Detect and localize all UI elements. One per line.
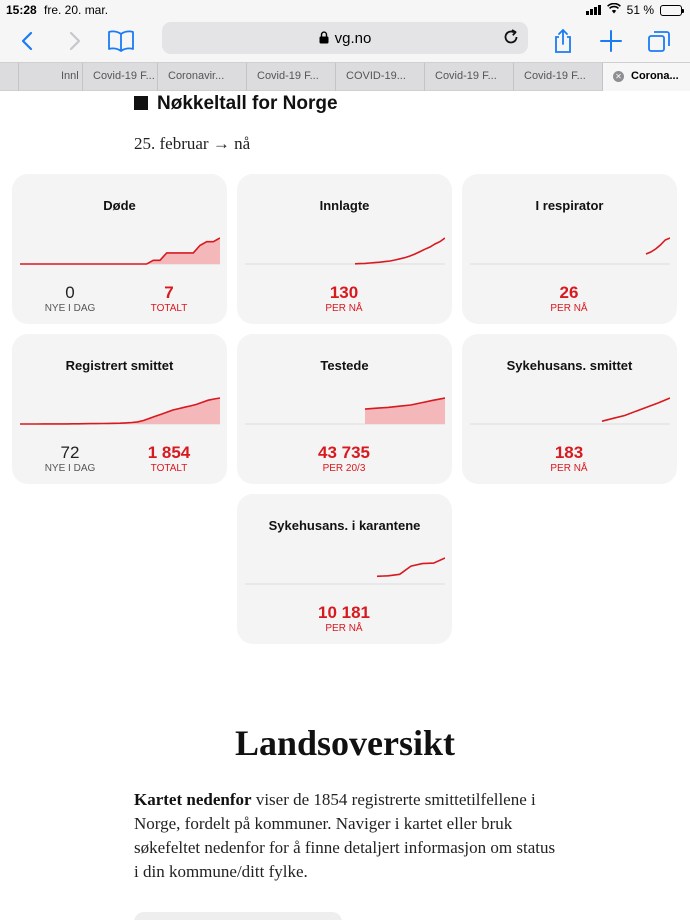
card-title: Testede (320, 358, 369, 373)
sparkline-testede (245, 390, 445, 430)
address-bar[interactable] (162, 22, 528, 54)
status-bar (0, 0, 690, 20)
tab-bar (0, 62, 690, 91)
card-title: Døde (103, 198, 136, 213)
tab-7[interactable]: Covid-19 F... (513, 63, 602, 91)
forward-icon[interactable] (60, 26, 90, 56)
status-time: 15:28 (6, 3, 37, 17)
battery-icon (660, 5, 682, 16)
sparkline-karantene (245, 550, 445, 590)
browser-toolbar (0, 20, 690, 62)
tab-2[interactable]: Covid-19 F... (82, 63, 157, 91)
reload-icon[interactable] (502, 28, 520, 51)
battery-percent: 51 % (626, 3, 654, 17)
lock-icon (319, 31, 329, 48)
card-respirator (462, 174, 677, 324)
search-field-partial[interactable] (134, 912, 342, 920)
tab-3[interactable]: Coronavir... (157, 63, 246, 91)
sparkline-line (377, 558, 445, 576)
card-sykehusans-smittet (462, 334, 677, 484)
signal-icon (586, 5, 601, 15)
tab-6[interactable]: Covid-19 F... (424, 63, 513, 91)
card-title: Innlagte (319, 198, 370, 213)
stat-current: 10 181 PER NÅ (318, 603, 370, 634)
share-icon[interactable] (548, 26, 578, 56)
tab-active[interactable]: ✕ Corona... (602, 63, 690, 91)
section-title: Nøkkeltall for Norge (134, 93, 338, 115)
stat-current: 43 735 PER 20/3 (318, 443, 370, 474)
sparkline-area (365, 398, 445, 424)
card-title: Sykehusans. smittet (506, 358, 633, 373)
tab-1[interactable]: Innl (18, 63, 82, 91)
paragraph-text: viser de 1854 registrerte smittetilfellene i Norge, fordelt på kommuner. Naviger i kartet eller bruk søkefeltet nedenfor for å finne detaljert informasjon om status i din kommune/ditt fylke. (134, 790, 556, 881)
paragraph-lead: Kartet nedenfor (134, 790, 252, 809)
card-registrert-smittet (12, 334, 227, 484)
back-icon[interactable] (12, 26, 42, 56)
stat-current: 130 PER NÅ (325, 283, 363, 314)
stat-total: 1 854 TOTALT (147, 443, 191, 474)
sparkline-smittet (20, 390, 220, 430)
card-title: Registrert smittet (65, 358, 174, 373)
stat-current: 183 PER NÅ (550, 443, 588, 474)
card-innlagte (237, 174, 452, 324)
card-title: Sykehusans. i karantene (268, 518, 421, 533)
new-tab-icon[interactable] (596, 26, 626, 56)
stat-current: 26 PER NÅ (550, 283, 588, 314)
stat-total: 7 TOTALT (150, 283, 188, 314)
square-bullet-icon (134, 96, 148, 110)
status-date: fre. 20. mar. (44, 3, 109, 17)
tabs-overview-icon[interactable] (644, 26, 674, 56)
sparkline-line (602, 398, 670, 421)
bookmarks-icon[interactable] (106, 26, 136, 56)
card-sykehusans-karantene (237, 494, 452, 644)
sparkline-respirator (470, 230, 670, 270)
sparkline-line (646, 238, 670, 254)
tab-partial[interactable] (0, 63, 18, 91)
landsoversikt-paragraph (134, 788, 564, 884)
tab-5[interactable]: COVID-19... (335, 63, 424, 91)
sparkline-sykehusans-smittet (470, 390, 670, 430)
sparkline-area (20, 238, 220, 264)
url-text: vg.no (334, 30, 372, 47)
sparkline-line (355, 238, 445, 264)
landsoversikt-heading: Landsoversikt (234, 723, 456, 763)
stat-new-today: 0 NYE I DAG (44, 283, 96, 314)
sparkline-dode (20, 230, 220, 270)
stat-new-today: 72 NYE I DAG (44, 443, 96, 474)
wifi-icon (607, 3, 621, 17)
tab-4[interactable]: Covid-19 F... (246, 63, 335, 91)
card-dode (12, 174, 227, 324)
date-range: 25. februar → nå (134, 134, 251, 153)
close-tab-icon[interactable]: ✕ (613, 71, 624, 82)
sparkline-innlagte (245, 230, 445, 270)
card-title: I respirator (535, 198, 604, 213)
sparkline-area (20, 398, 220, 424)
card-testede (237, 334, 452, 484)
